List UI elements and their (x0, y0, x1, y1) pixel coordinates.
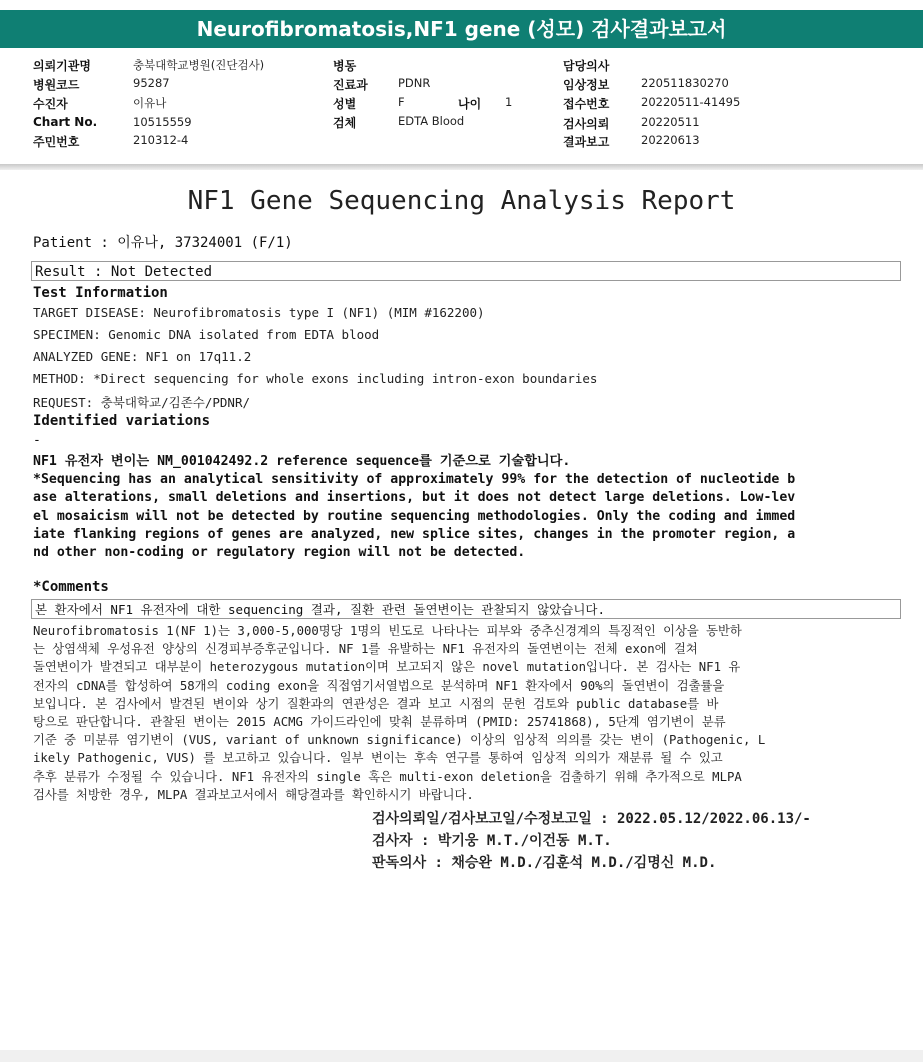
comment-line: 보입니다. 본 검사에서 발견된 변이와 상기 질환과의 연관성은 결과 보고 시점의 문헌 검토와 public database를 바 (33, 696, 719, 711)
comment-line: Neurofibromatosis 1(NF 1)는 3,000-5,000명당 1명의 빈도로 나타나는 피부와 중추신경계의 특징적인 이상을 동반하 (33, 624, 742, 638)
info-label-department: 진료과 (333, 78, 368, 92)
info-label-age: 나이 (458, 97, 482, 111)
comment-line: 는 상염색체 우성유전 양상의 신경피부증후군입니다. NF 1를 유발하는 NF1 유전자의 돌연변이는 전체 exon에 걸쳐 (33, 642, 698, 657)
info-label-patient-name: 수진자 (33, 97, 68, 111)
info-label-chart-no: Chart No. (33, 115, 98, 129)
info-value-receipt-no: 20220511-41495 (641, 95, 741, 109)
patient-line: Patient : 이유나, 37324001 (F/1) (33, 235, 293, 251)
info-value-sex: F (398, 95, 405, 109)
comment-body (33, 622, 899, 804)
info-value-patient-name: 이유나 (133, 96, 167, 110)
bottom-bar (0, 1050, 923, 1062)
comment-line: 돌연변이가 발견되고 대부분이 heterozygous mutation이며 보고되지 않은 novel mutation입니다. 본 검사는 NF1 유 (33, 660, 741, 675)
result-box: Result : Not Detected (31, 261, 901, 281)
test-info-request: REQUEST: 충북대학교/김존수/PDNR/ (33, 395, 251, 410)
info-label-physician: 담당의사 (563, 59, 610, 73)
info-label-resident-no: 주민번호 (33, 135, 80, 149)
info-label-institution: 의뢰기관명 (33, 59, 91, 73)
test-information-heading: Test Information (33, 285, 168, 301)
comment-line: 탕으로 판단합니다. 관찰된 변이는 2015 ACMG 가이드라인에 맞춰 분류하며 (PMID: 25741868), 5단계 염기변이 분류 (33, 715, 726, 730)
info-value-report-date: 20220613 (641, 133, 700, 147)
comment-line: 추후 분류가 수정될 수 있습니다. NF1 유전자의 single 혹은 multi-exon deletion을 검출하기 위해 추가적으로 MLPA (33, 769, 742, 784)
info-label-ward: 병동 (333, 59, 357, 73)
comments-heading: *Comments (33, 579, 109, 595)
header-divider (0, 164, 923, 170)
info-label-specimen: 검체 (333, 116, 357, 130)
info-value-chart-no: 10515559 (133, 115, 192, 129)
test-info-specimen: SPECIMEN: Genomic DNA isolated from EDTA blood (33, 327, 380, 342)
report-title: NF1 Gene Sequencing Analysis Report (187, 186, 736, 216)
info-value-department: PDNR (398, 76, 431, 90)
info-label-request-date: 검사의뢰 (563, 117, 610, 131)
note-line: NF1 유전자 변이는 NM_001042492.2 reference sequence를 기준으로 기술합니다. (33, 454, 571, 469)
info-value-clinical-info: 220511830270 (641, 76, 729, 90)
note-line: *Sequencing has an analytical sensitivity of approximately 99% for the detection of nucleotide b (33, 472, 796, 488)
test-info-analyzed-gene: ANALYZED GENE: NF1 on 17q11.2 (33, 349, 252, 364)
info-value-request-date: 20220511 (641, 115, 700, 129)
info-label-report-date: 결과보고 (563, 135, 610, 149)
note-line: iate flanking regions of genes are analyzed, new splice sites, changes in the promoter region, a (33, 526, 796, 542)
comment-line: ikely Pathogenic, VUS) 를 보고하고 있습니다. 일부 변이는 후속 연구를 통하여 임상적 의의가 재분류 될 수 있고 (33, 751, 723, 766)
info-label-hospital-code: 병원코드 (33, 78, 80, 92)
note-line: nd other non-coding or regulatory region will not be detected. (33, 545, 526, 561)
identified-variations-heading: Identified variations (33, 413, 211, 429)
sequencing-note (33, 453, 899, 562)
note-line: ase alterations, small deletions and insertions, but it does not detect large deletions. Low-lev (33, 490, 796, 506)
comment-line: 기준 중 미분류 염기변이 (VUS, variant of unknown significance) 이상의 임상적 의의를 갖는 변이 (Pathogenic, L (33, 733, 766, 748)
info-value-resident-no: 210312-4 (133, 133, 189, 147)
info-value-specimen: EDTA Blood (398, 114, 465, 128)
comment-line: 검사를 처방한 경우, MLPA 결과보고서에서 해당결과를 확인하시기 바랍니다. (33, 787, 474, 802)
signature-physicians: 판독의사 : 채승완 M.D./김훈석 M.D./김명신 M.D. (372, 855, 717, 871)
info-value-hospital-code: 95287 (133, 76, 170, 90)
test-info-method: METHOD: *Direct sequencing for whole exons including intron-exon boundaries (33, 371, 598, 386)
comment-line: 전자의 cDNA를 합성하여 58개의 coding exon을 직접염기서열법으로 분석하며 NF1 환자에서 90%의 돌연변이 검출률을 (33, 678, 725, 693)
report-window-title: Neurofibromatosis,NF1 gene (성모) 검사결과보고서 (0, 10, 923, 48)
note-line: el mosaicism will not be detected by routine sequencing methodologies. Only the coding and immed (33, 508, 796, 524)
info-label-sex: 성별 (333, 97, 357, 111)
patient-info-header (0, 52, 923, 164)
info-value-age: 1 (505, 95, 513, 109)
comment-summary-box: 본 환자에서 NF1 유전자에 대한 sequencing 결과, 질환 관련 돌연변이는 관찰되지 않았습니다. (31, 599, 901, 619)
info-label-clinical-info: 임상정보 (563, 78, 610, 92)
signature-dates: 검사의뢰일/검사보고일/수정보고일 : 2022.05.12/2022.06.13/- (372, 811, 811, 827)
test-info-target-disease: TARGET DISEASE: Neurofibromatosis type I (NF1) (MIM #162200) (33, 305, 485, 320)
info-value-institution: 충북대학교병원(진단검사) (133, 58, 265, 72)
signature-technicians: 검사자 : 박기웅 M.T./이건동 M.T. (372, 833, 612, 849)
info-label-receipt-no: 접수번호 (563, 97, 610, 111)
identified-variations-value: - (33, 433, 41, 448)
